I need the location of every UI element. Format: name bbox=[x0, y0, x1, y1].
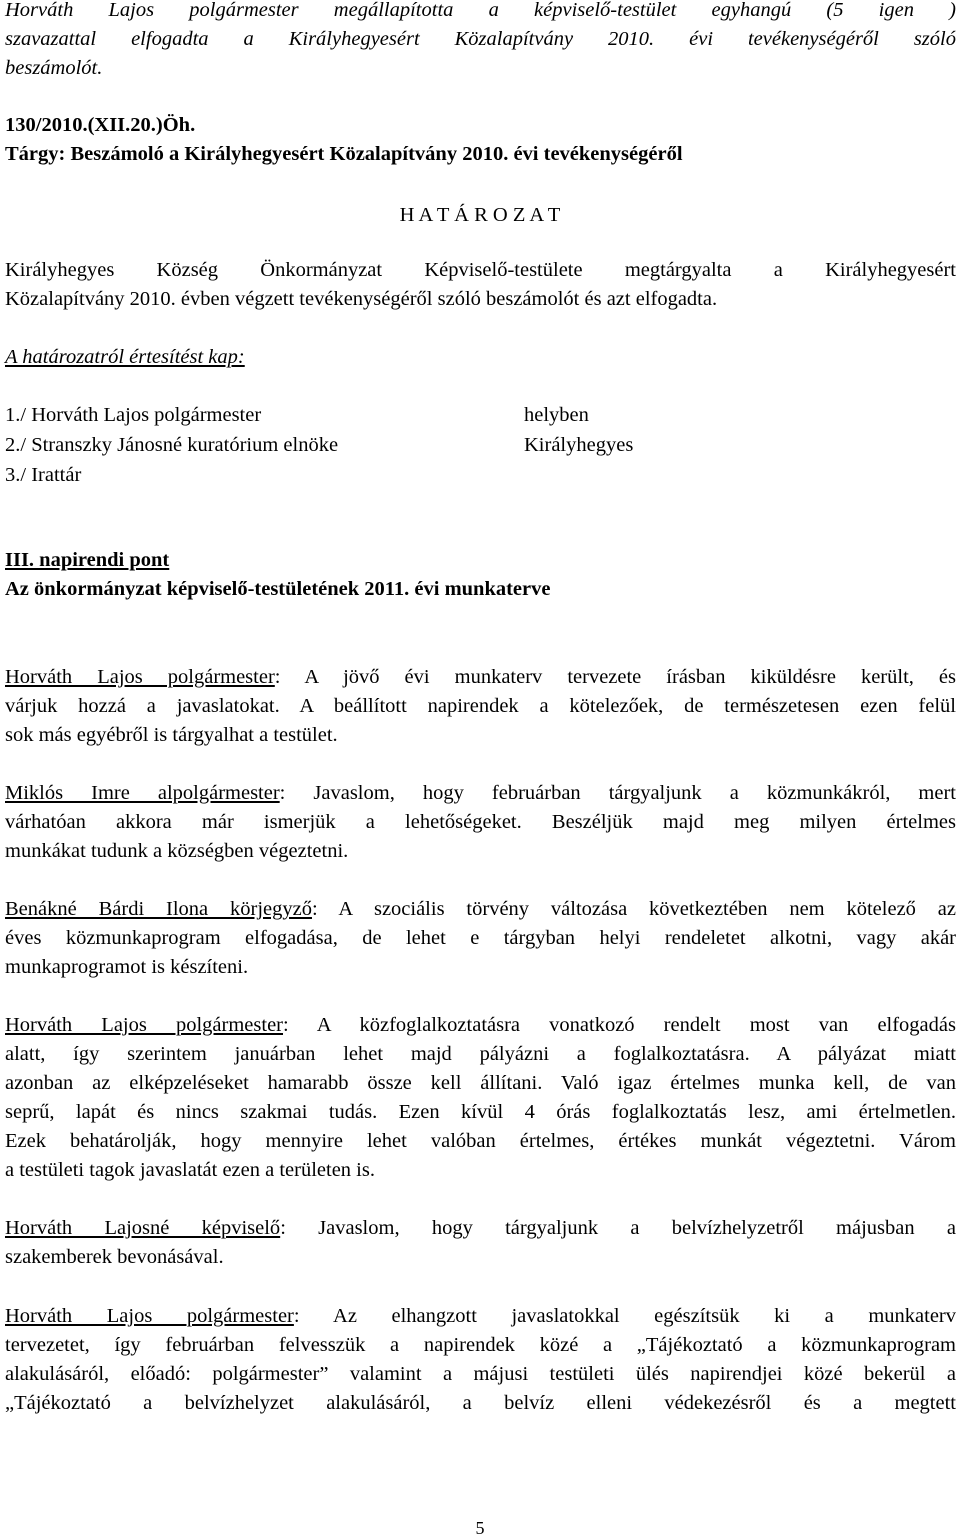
speech-text: sok más egyébről is tárgyalhat a testület. bbox=[5, 724, 338, 746]
speech-text: tervezetet, így februárban felvesszük a napirendek közé a „Tájékoztató a közmunkaprogram bbox=[5, 1334, 956, 1356]
recipient-row bbox=[5, 401, 956, 430]
speech-text: Az elhangzott javaslatokkal egészítsük ki a munkaterv bbox=[333, 1305, 957, 1327]
recipient-name: 3./ Irattár bbox=[5, 464, 82, 486]
speech-text: szakemberek bevonásával. bbox=[5, 1246, 224, 1268]
speech-paragraph: Miklós Imre alpolgármester: Javaslom, hogy februárban tárgyaljunk a közmunkákról, mert várhatóan akkora már ismerjük a lehetőségeket. Beszéljük majd meg milyen értelmes munkákat tudunk a községben végeztetni. bbox=[5, 779, 956, 866]
resolution-body-line: Királyhegyes Község Önkormányzat Képviselő-testülete megtárgyalta a Királyhegyesért bbox=[5, 259, 956, 281]
speech-text: Javaslom, hogy tárgyaljunk a belvízhelyzetről májusban a bbox=[318, 1217, 956, 1239]
resolution-heading: H A T Á R O Z A T bbox=[399, 204, 561, 226]
agenda-title: Az önkormányzat képviselő-testületének 2011. évi munkaterve bbox=[5, 578, 551, 600]
recipient-place: helyben bbox=[524, 404, 589, 426]
page-number: 5 bbox=[475, 1518, 485, 1538]
speech-text: Ezek behatárolják, hogy mennyire lehet valóban értelmes, értékes munkát végeztetni. Várom bbox=[5, 1130, 956, 1152]
speech-text: éves közmunkaprogram elfogadása, de lehet e tárgyban helyi rendeletet alkotni, vagy akár bbox=[5, 927, 956, 949]
agenda-item: III. napirendi pont bbox=[5, 549, 170, 571]
speaker-name: Horváth Lajos polgármester bbox=[5, 1014, 283, 1036]
speaker-name: Benákné Bárdi Ilona körjegyző bbox=[5, 898, 312, 920]
resolution-body-line: Közalapítvány 2010. évben végzett tevékenységéről szóló beszámolót és azt elfogadta. bbox=[5, 288, 718, 310]
resolution-number: 130/2010.(XII.20.)Öh. bbox=[5, 114, 196, 136]
speech-text: munkaprogramot is készíteni. bbox=[5, 956, 249, 978]
resolution-header bbox=[5, 111, 956, 169]
speech-text: A jövő évi munkaterv tervezete írásban kiküldésre került, és bbox=[304, 666, 956, 688]
speech-paragraph: Horváth Lajos polgármester: Az elhangzott javaslatokkal egészítsük ki a munkaterv tervezetet, így februárban felvesszük a napirendek közé a „Tájékoztató a közmunkaprogram alakulásáról, előadó: polgármester” valamint a májusi testületi ülés napirendjei közé bekerül a „Tájékoztató a belvízhelyzet alakulásáról, a belvíz elleni védekezésről és a megtett bbox=[5, 1302, 956, 1418]
intro-line: szavazattal elfogadta a Királyhegyesért Közalapítvány 2010. évi tevékenységéről szóló bbox=[5, 28, 956, 50]
speech-text: „Tájékoztató a belvízhelyzet alakulásáról, a belvíz elleni védekezésről és a megtett bbox=[5, 1392, 956, 1414]
intro-line: beszámolót. bbox=[5, 57, 103, 79]
speech-text: a testületi tagok javaslatát ezen a területen is. bbox=[5, 1159, 375, 1181]
recipient-place: Királyhegyes bbox=[524, 434, 634, 456]
speech-text: seprű, lapát és nincs szakmai tudás. Ezen kívül 4 órás foglalkoztatás lesz, ami értelmetlen. bbox=[5, 1101, 956, 1123]
speech-text: munkákat tudunk a községben végeztetni. bbox=[5, 840, 349, 862]
agenda-heading bbox=[5, 546, 956, 604]
speaker-name: Horváth Lajos polgármester bbox=[5, 1305, 294, 1327]
speech-text: azonban az elképzeléseket hamarabb össze kell állítani. Való igaz értelmes munka kell, de van bbox=[5, 1072, 956, 1094]
speaker-name: Horváth Lajosné képviselő bbox=[5, 1217, 281, 1239]
recipient-row bbox=[5, 431, 956, 460]
recipient-name: 2./ Stranszky Jánosné kuratórium elnöke bbox=[5, 434, 339, 456]
resolution-subject: Tárgy: Beszámoló a Királyhegyesért Közalapítvány 2010. évi tevékenységéről bbox=[5, 143, 683, 165]
speaker-name: Miklós Imre alpolgármester bbox=[5, 782, 280, 804]
resolution-body bbox=[5, 256, 956, 314]
speech-paragraph: Horváth Lajos polgármester: A jövő évi munkaterv tervezete írásban kiküldésre került, és várjuk hozzá a javaslatokat. A beállított napirendek a kötelezőek, de természetesen ezen felül sok más egyébről is tárgyalhat a testület. bbox=[5, 663, 956, 750]
intro-paragraph bbox=[5, 0, 956, 83]
speech-text: alatt, így szerintem januárban lehet majd pályázni a foglalkoztatásra. A pályázat miatt bbox=[5, 1043, 956, 1065]
recipient-name: 1./ Horváth Lajos polgármester bbox=[5, 404, 262, 426]
speech-text: alakulásáról, előadó: polgármester” valamint a májusi testületi ülés napirendjei közé bekerül a bbox=[5, 1363, 956, 1385]
recipient-row bbox=[5, 461, 956, 490]
recipient-list bbox=[5, 401, 956, 491]
speaker-name: Horváth Lajos polgármester bbox=[5, 666, 275, 688]
intro-line: Horváth Lajos polgármester megállapította a képviselő-testület egyhangú (5 igen ) bbox=[5, 0, 956, 21]
speech-text: A közfoglalkoztatásra vonatkozó rendelt most van elfogadás bbox=[316, 1014, 956, 1036]
speech-text: várjuk hozzá a javaslatokat. A beállított napirendek a kötelezőek, de természetesen ezen felül bbox=[5, 695, 956, 717]
speech-paragraph: Horváth Lajosné képviselő: Javaslom, hogy tárgyaljunk a belvízhelyzetről májusban a szakemberek bevonásával. bbox=[5, 1214, 956, 1272]
notify-label: A határozatról értesítést kap: bbox=[5, 346, 245, 368]
speech-paragraph: Horváth Lajos polgármester: A közfoglalkoztatásra vonatkozó rendelt most van elfogadás alatt, így szerintem januárban lehet majd pályázni a foglalkoztatásra. A pályázat miatt azonban az elképzeléseket hamarabb össze kell állítani. Való igaz értelmes munka kell, de van seprű, lapát és nincs szakmai tudás. Ezen kívül 4 órás foglalkoztatás lesz, ami értelmetlen. Ezek behatárolják, hogy mennyire lehet valóban értelmes, értékes munkát végeztetni. Várom a testületi tagok javaslatát ezen a területen is. bbox=[5, 1011, 956, 1185]
speech-text: Javaslom, hogy februárban tárgyaljunk a közmunkákról, mert bbox=[313, 782, 956, 804]
speech-paragraph: Benákné Bárdi Ilona körjegyző: A szociális törvény változása következtében nem kötelező az éves közmunkaprogram elfogadása, de lehet e tárgyban helyi rendeletet alkotni, vagy akár munkaprogramot is készíteni. bbox=[5, 895, 956, 982]
speech-text: várhatóan akkora már ismerjük a lehetőségeket. Beszéljük majd meg milyen értelmes bbox=[5, 811, 956, 833]
speech-text: A szociális törvény változása következtében nem kötelező az bbox=[338, 898, 956, 920]
